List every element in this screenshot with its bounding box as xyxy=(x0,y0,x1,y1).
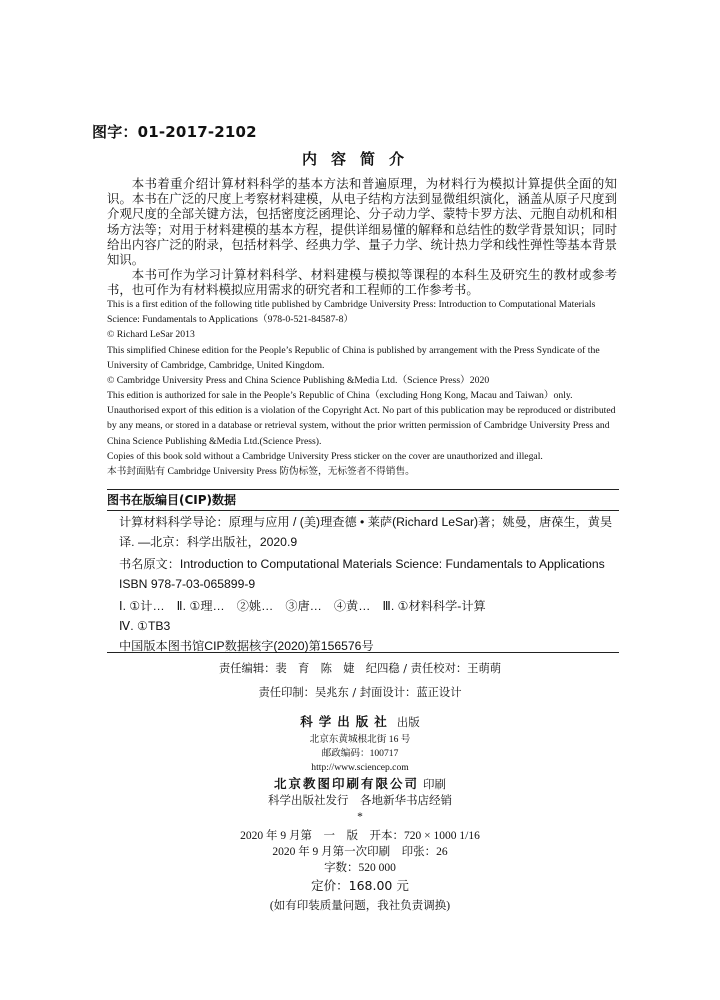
cip-body xyxy=(119,512,613,656)
cip-number: 中国版本图书馆CIP数据核字(2020)第156576号 xyxy=(119,639,374,653)
printer-suffix: 印刷 xyxy=(423,779,446,791)
credits-line-1: 责任编辑：裴 育 陈 婕 纪四稳 / 责任校对：王萌萌 xyxy=(218,662,502,675)
cip-original-title: 书名原文：Introduction to Computational Materials Science: Fundamentals to Applications xyxy=(119,557,605,571)
distribution-line: 科学出版社发行 各地新华书店经销 xyxy=(268,795,452,807)
copyright-line: This simplified Chinese edition for the People’s Republic of China is published by arrangement with the Press Syndicate of the University of Cambridge, Cambridge, United Kingdom. xyxy=(107,344,600,371)
publisher-suffix: 出版 xyxy=(396,717,420,729)
copyright-block xyxy=(107,297,619,388)
cip-entry: 计算材料科学导论：原理与应用 / (美)理查德 • 莱萨(Richard LeSar)著；姚曼，唐葆生，黄昊译. —北京：科学出版社，2020.9 xyxy=(119,515,613,549)
cip-classification xyxy=(119,596,613,616)
cip-class-item: Ⅰ. ①计… xyxy=(119,599,165,613)
printer-line xyxy=(0,774,720,793)
printer-name: 北京教图印刷有限公司 xyxy=(273,777,419,791)
cip-classification-2: Ⅳ. ①TB3 xyxy=(119,619,171,633)
authorization-line: This edition is authorized for sale in the People’s Republic of China（excluding Hong Kong, Macau and Taiwan）only. Unauthorised export of this edition is a violation of the Copyright Act. No part of this publication may be reproduced or distributed by any means, or stored in a database or retrieval system, without the prior written permission of Cambridge University Press and China Science Publishing &Media Ltd.(Science Press). xyxy=(107,390,616,447)
printing-line: 2020 年 9 月第一次印刷 印张：26 xyxy=(272,846,448,858)
authorization-line: Copies of this book sold without a Cambridge University Press sticker on the cover are unauthorized and illegal. xyxy=(107,450,543,462)
cip-class-item: Ⅲ. ①材料科学-计算 xyxy=(382,599,486,613)
cip-box xyxy=(107,489,619,653)
cip-class-item: ③唐… xyxy=(285,599,322,613)
quality-notice: (如有印装质量问题，我社负责调换) xyxy=(269,900,451,912)
edition-line: 2020 年 9 月第 一 版 开本：720 × 1000 1/16 xyxy=(240,830,480,842)
cip-heading: 图书在版编目(CIP)数据 xyxy=(107,490,619,511)
cip-class-item: ④黄… xyxy=(333,599,371,613)
copyright-line: © Cambridge University Press and China Science Publishing &Media Ltd.（Science Press）2020 xyxy=(107,375,490,387)
publisher-website: http://www.sciencep.com xyxy=(311,762,409,773)
summary-paragraph: 本书着重介绍计算材料科学的基本方法和普遍原理，为材料行为模拟计算提供全面的知识。本书在广泛的尺度上考察材料建模，从电子结构方法到显微组织演化，涵盖从原子尺度到介观尺度的全部关键方法，包括密度泛函理论、分子动力学、蒙特卡罗方法、元胞自动机和相场方法等；对用于材料建模的基本方程，提供详细易懂的解释和总结性的数学背景知识；同时给出内容广泛的附录，包括材料学、经典力学、量子力学、统计热力学和线性弹性等基本背景知识。 xyxy=(107,176,617,268)
authorization-block xyxy=(107,388,619,479)
copyright-line: © Richard LeSar 2013 xyxy=(107,329,195,341)
summary-paragraph: 本书可作为学习计算材料科学、材料建模与模拟等课程的本科生及研究生的教材或参考书，也可作为有材料模拟应用需求的研究者和工程师的工作参考书。 xyxy=(107,267,617,298)
cip-class-item: ②姚… xyxy=(236,599,274,613)
publisher-postcode: 邮政编码：100717 xyxy=(321,748,399,759)
summary-text xyxy=(107,176,617,298)
summary-title: 内容简介 xyxy=(301,150,418,168)
publisher-name: 科学出版社 xyxy=(300,715,393,729)
publisher-address: 北京东黄城根北街 16 号 xyxy=(309,734,411,745)
credits-line-2: 责任印制：吴兆东 / 封面设计：蓝正设计 xyxy=(258,686,462,699)
separator-star: * xyxy=(357,811,363,823)
cip-class-item: Ⅱ. ①理… xyxy=(176,599,225,613)
authorization-line: 本书封面贴有 Cambridge University Press 防伪标签，无标签者不得销售。 xyxy=(107,466,415,478)
word-count-line: 字数：520 000 xyxy=(324,862,396,874)
registration-number: 图字：01-2017-2102 xyxy=(92,123,257,141)
copyright-line: This is a first edition of the following title published by Cambridge University Press: Introduction to Computational Materials Science: Fundamentals to Applications（978-0-521-84587-8） xyxy=(107,299,596,326)
price-line: 定价：168.00 元 xyxy=(311,878,409,893)
publisher-line xyxy=(0,712,720,731)
cip-isbn: ISBN 978-7-03-065899-9 xyxy=(119,577,256,591)
